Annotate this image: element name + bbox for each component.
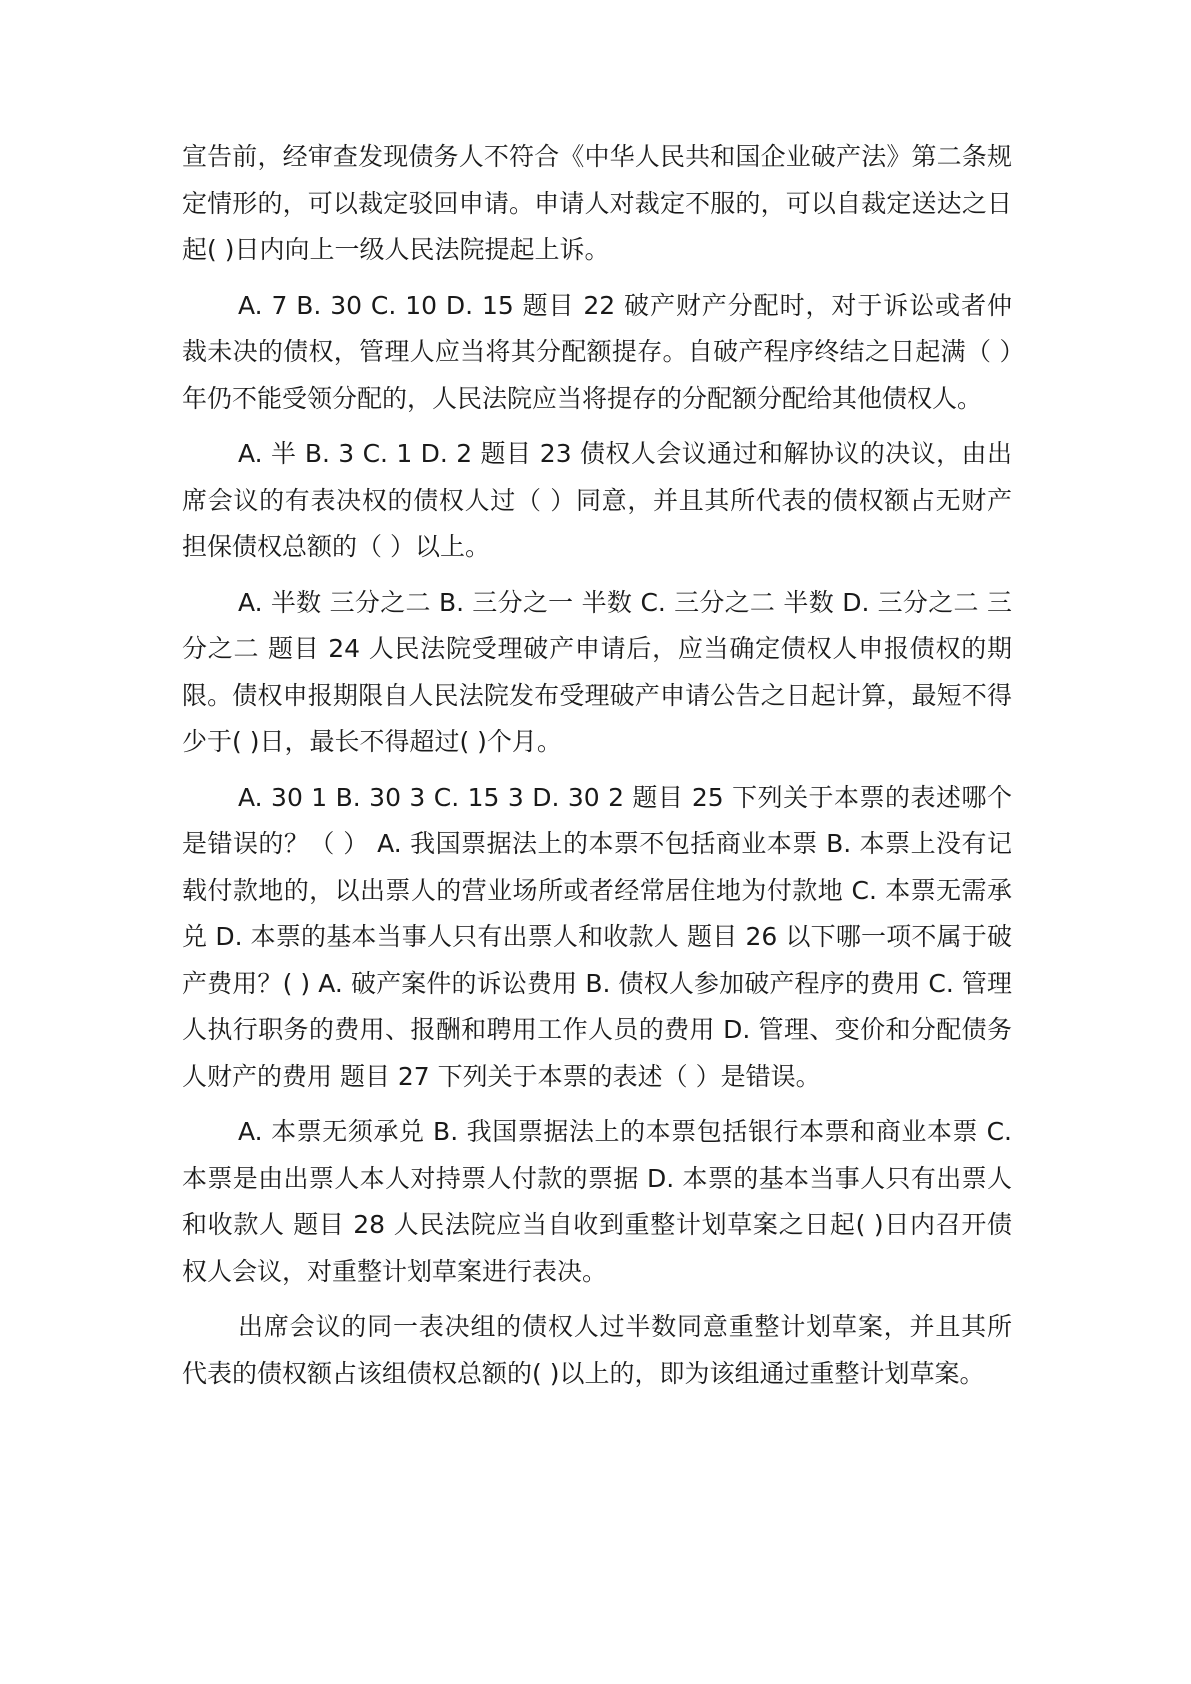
- paragraph-closing: 出席会议的同一表决组的债权人过半数同意重整计划草案，并且其所代表的债权额占该组债权总额的( )以上的，即为该组通过重整计划草案。: [182, 1312, 1012, 1388]
- paragraph-question-24: A. 半数 三分之二 B. 三分之一 半数 C. 三分之二 半数 D. 三分之二 三分之二 题目 24 人民法院受理破产申请后，应当确定债权人申报债权的期限。债权申报期限自人民法院发布受理破产申请公告之日起计算，最短不得少于( )日，最长不得超过( )个月。: [182, 587, 1012, 756]
- paragraph-question-22: A. 7 B. 30 C. 10 D. 15 题目 22 破产财产分配时，对于诉讼或者仲裁未决的债权，管理人应当将其分配额提存。自破产程序终结之日起满（ ）年仍不能受领分配的，人民法院应当将提存的分配额分配给其他债权人。: [182, 290, 1012, 413]
- paragraph-question-23: A. 半 B. 3 C. 1 D. 2 题目 23 债权人会议通过和解协议的决议，由出席会议的有表决权的债权人过（ ）同意，并且其所代表的债权额占无财产担保债权总额的（ ）以上。: [182, 439, 1012, 561]
- paragraph-question-28: A. 本票无须承兑 B. 我国票据法上的本票包括银行本票和商业本票 C. 本票是由出票人本人对持票人付款的票据 D. 本票的基本当事人只有出票人和收款人 题目 28 人民法院应当自收到重整计划草案之日起( )日内召开债权人会议，对重整计划草案进行表决。: [182, 1117, 1012, 1286]
- document-page: [182, 134, 1012, 1406]
- paragraph-question-25-27: A. 30 1 B. 30 3 C. 15 3 D. 30 2 题目 25 下列关于本票的表述哪个是错误的？（ ） A. 我国票据法上的本票不包括商业本票 B. 本票上没有记载付款地的，以出票人的营业场所或者经常居住地为付款地 C. 本票无需承兑 D. 本票的基本当事人只有出票人和收款人 题目 26 以下哪一项不属于破产费用？( ) A. 破产案件的诉讼费用 B. 债权人参加破产程序的费用 C. 管理人执行职务的费用、报酬和聘用工作人员的费用 D. 管理、变价和分配债务人财产的费用 题目 27 下列关于本票的表述（ ）是错误。: [182, 782, 1012, 1091]
- paragraph-intro: 宣告前，经审查发现债务人不符合《中华人民共和国企业破产法》第二条规定情形的，可以裁定驳回申请。申请人对裁定不服的，可以自裁定送达之日起( )日内向上一级人民法院提起上诉。: [182, 142, 1012, 264]
